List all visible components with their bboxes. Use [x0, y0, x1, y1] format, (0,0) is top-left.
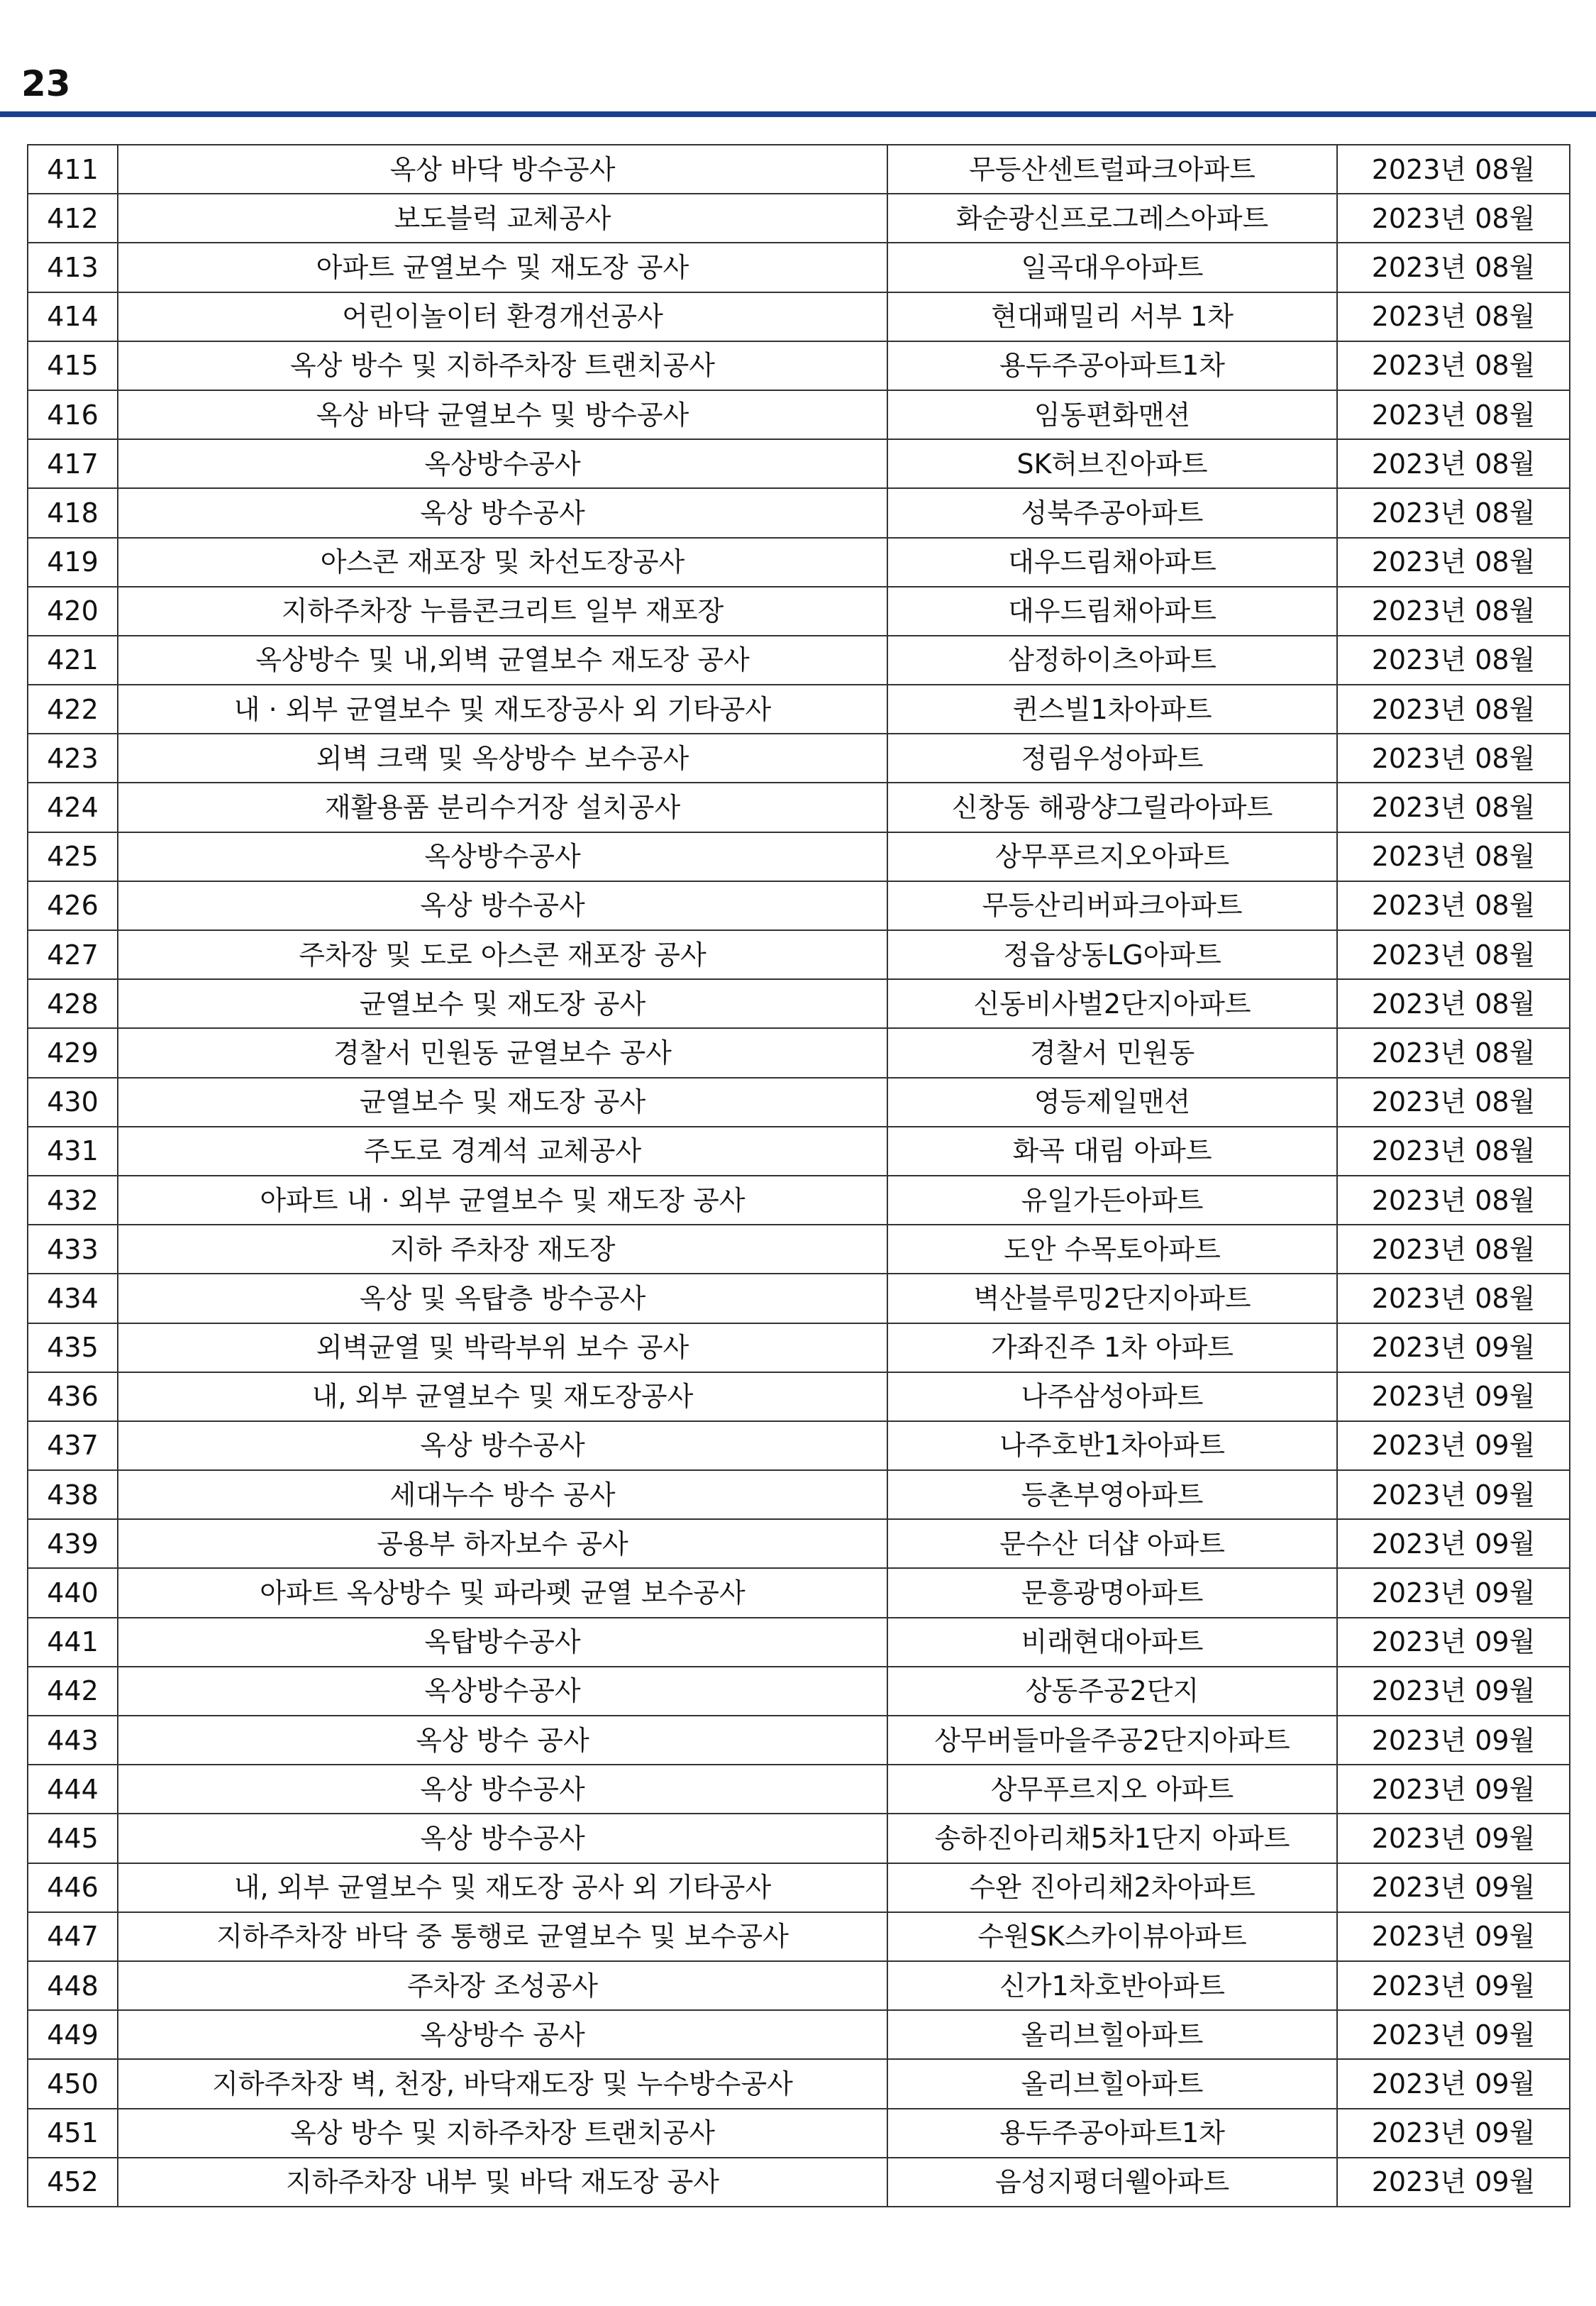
cell-work-title: 옥상 방수공사 — [118, 881, 887, 930]
cell-work-title: 옥상방수 및 내,외벽 균열보수 재도장 공사 — [118, 636, 887, 685]
cell-site-name: 수원SK스카이뷰아파트 — [887, 1912, 1337, 1961]
table-row — [28, 292, 1570, 341]
cell-number: 411 — [28, 145, 118, 194]
cell-site-name: 무등산센트럴파크아파트 — [887, 145, 1337, 194]
table-row — [28, 1814, 1570, 1863]
cell-number: 439 — [28, 1519, 118, 1568]
table-row — [28, 1961, 1570, 2010]
cell-work-title: 외벽 크랙 및 옥상방수 보수공사 — [118, 734, 887, 783]
table-row — [28, 783, 1570, 832]
table-row — [28, 488, 1570, 537]
table-row — [28, 1568, 1570, 1617]
cell-work-title: 균열보수 및 재도장 공사 — [118, 979, 887, 1028]
cell-work-title: 보도블럭 교체공사 — [118, 194, 887, 243]
table-row — [28, 538, 1570, 587]
table-row — [28, 1176, 1570, 1225]
cell-number: 427 — [28, 930, 118, 979]
cell-work-title: 옥상방수공사 — [118, 832, 887, 881]
cell-date: 2023년 09월 — [1337, 1716, 1570, 1765]
cell-number: 421 — [28, 636, 118, 685]
cell-work-title: 옥상 방수 및 지하주차장 트랜치공사 — [118, 341, 887, 390]
cell-site-name: 삼정하이츠아파트 — [887, 636, 1337, 685]
cell-date: 2023년 09월 — [1337, 1667, 1570, 1716]
cell-number: 448 — [28, 1961, 118, 2010]
table-row — [28, 1127, 1570, 1176]
cell-site-name: 신동비사벌2단지아파트 — [887, 979, 1337, 1028]
cell-work-title: 옥상 방수공사 — [118, 1814, 887, 1863]
cell-site-name: 올리브힐아파트 — [887, 2010, 1337, 2059]
cell-number: 423 — [28, 734, 118, 783]
records-table — [27, 144, 1570, 2207]
cell-site-name: 상동주공2단지 — [887, 1667, 1337, 1716]
cell-number: 444 — [28, 1765, 118, 1814]
cell-date: 2023년 09월 — [1337, 1323, 1570, 1372]
cell-date: 2023년 08월 — [1337, 1028, 1570, 1077]
cell-site-name: 화곡 대림 아파트 — [887, 1127, 1337, 1176]
cell-date: 2023년 09월 — [1337, 1519, 1570, 1568]
cell-date: 2023년 08월 — [1337, 832, 1570, 881]
cell-work-title: 공용부 하자보수 공사 — [118, 1519, 887, 1568]
table-row — [28, 341, 1570, 390]
cell-date: 2023년 08월 — [1337, 1078, 1570, 1127]
cell-number: 429 — [28, 1028, 118, 1077]
table-row — [28, 1863, 1570, 1912]
cell-work-title: 아파트 옥상방수 및 파라펫 균열 보수공사 — [118, 1568, 887, 1617]
cell-date: 2023년 08월 — [1337, 292, 1570, 341]
cell-work-title: 옥상방수 공사 — [118, 2010, 887, 2059]
table-row — [28, 636, 1570, 685]
table-row — [28, 2109, 1570, 2158]
cell-work-title: 주차장 및 도로 아스콘 재포장 공사 — [118, 930, 887, 979]
cell-work-title: 옥상 바닥 균열보수 및 방수공사 — [118, 390, 887, 439]
cell-work-title: 세대누수 방수 공사 — [118, 1470, 887, 1519]
table-row — [28, 2158, 1570, 2207]
cell-site-name: 화순광신프로그레스아파트 — [887, 194, 1337, 243]
table-row — [28, 930, 1570, 979]
table-row — [28, 439, 1570, 488]
cell-date: 2023년 08월 — [1337, 145, 1570, 194]
cell-date: 2023년 08월 — [1337, 1225, 1570, 1274]
cell-site-name: 수완 진아리채2차아파트 — [887, 1863, 1337, 1912]
table-row — [28, 587, 1570, 636]
table-row — [28, 145, 1570, 194]
table-row — [28, 979, 1570, 1028]
cell-date: 2023년 09월 — [1337, 2109, 1570, 2158]
cell-site-name: 대우드림채아파트 — [887, 587, 1337, 636]
cell-site-name: 유일가든아파트 — [887, 1176, 1337, 1225]
cell-date: 2023년 09월 — [1337, 2010, 1570, 2059]
cell-site-name: 신가1차호반아파트 — [887, 1961, 1337, 2010]
table-row — [28, 194, 1570, 243]
cell-number: 413 — [28, 243, 118, 292]
cell-date: 2023년 08월 — [1337, 979, 1570, 1028]
cell-work-title: 옥상 방수 공사 — [118, 1716, 887, 1765]
cell-number: 424 — [28, 783, 118, 832]
cell-date: 2023년 08월 — [1337, 1274, 1570, 1323]
cell-number: 417 — [28, 439, 118, 488]
cell-number: 437 — [28, 1421, 118, 1470]
table-row — [28, 1323, 1570, 1372]
cell-number: 425 — [28, 832, 118, 881]
cell-site-name: 일곡대우아파트 — [887, 243, 1337, 292]
table-body — [28, 145, 1570, 2207]
cell-number: 433 — [28, 1225, 118, 1274]
cell-date: 2023년 08월 — [1337, 1127, 1570, 1176]
cell-number: 415 — [28, 341, 118, 390]
cell-work-title: 지하주차장 벽, 천장, 바닥재도장 및 누수방수공사 — [118, 2059, 887, 2108]
cell-date: 2023년 09월 — [1337, 1421, 1570, 1470]
cell-number: 428 — [28, 979, 118, 1028]
table-row — [28, 685, 1570, 734]
table-row — [28, 832, 1570, 881]
cell-work-title: 지하주차장 내부 및 바닥 재도장 공사 — [118, 2158, 887, 2207]
cell-number: 440 — [28, 1568, 118, 1617]
cell-date: 2023년 08월 — [1337, 783, 1570, 832]
cell-date: 2023년 08월 — [1337, 1176, 1570, 1225]
table-row — [28, 1912, 1570, 1961]
table-row — [28, 1274, 1570, 1323]
cell-site-name: 정읍상동LG아파트 — [887, 930, 1337, 979]
cell-site-name: 용두주공아파트1차 — [887, 2109, 1337, 2158]
cell-date: 2023년 08월 — [1337, 636, 1570, 685]
cell-work-title: 옥상 방수공사 — [118, 1765, 887, 1814]
cell-number: 438 — [28, 1470, 118, 1519]
cell-work-title: 옥탑방수공사 — [118, 1618, 887, 1667]
cell-work-title: 내, 외부 균열보수 및 재도장 공사 외 기타공사 — [118, 1863, 887, 1912]
cell-site-name: 가좌진주 1차 아파트 — [887, 1323, 1337, 1372]
cell-site-name: 신창동 해광샹그릴라아파트 — [887, 783, 1337, 832]
cell-number: 451 — [28, 2109, 118, 2158]
cell-work-title: 어린이놀이터 환경개선공사 — [118, 292, 887, 341]
table-row — [28, 2059, 1570, 2108]
cell-date: 2023년 08월 — [1337, 488, 1570, 537]
cell-work-title: 균열보수 및 재도장 공사 — [118, 1078, 887, 1127]
cell-number: 447 — [28, 1912, 118, 1961]
table-row — [28, 390, 1570, 439]
cell-work-title: 재활용품 분리수거장 설치공사 — [118, 783, 887, 832]
cell-number: 434 — [28, 1274, 118, 1323]
cell-number: 416 — [28, 390, 118, 439]
cell-date: 2023년 09월 — [1337, 1765, 1570, 1814]
cell-number: 430 — [28, 1078, 118, 1127]
table-row — [28, 1421, 1570, 1470]
header-rule — [0, 111, 1596, 117]
cell-work-title: 옥상 방수 및 지하주차장 트랜치공사 — [118, 2109, 887, 2158]
table-row — [28, 1519, 1570, 1568]
cell-number: 435 — [28, 1323, 118, 1372]
cell-date: 2023년 09월 — [1337, 2158, 1570, 2207]
cell-number: 431 — [28, 1127, 118, 1176]
cell-work-title: 옥상방수공사 — [118, 1667, 887, 1716]
cell-site-name: 나주삼성아파트 — [887, 1372, 1337, 1421]
cell-work-title: 외벽균열 및 박락부위 보수 공사 — [118, 1323, 887, 1372]
cell-date: 2023년 08월 — [1337, 439, 1570, 488]
cell-site-name: 문흥광명아파트 — [887, 1568, 1337, 1617]
cell-date: 2023년 09월 — [1337, 1961, 1570, 2010]
cell-date: 2023년 08월 — [1337, 194, 1570, 243]
table-row — [28, 1372, 1570, 1421]
table-row — [28, 1470, 1570, 1519]
cell-work-title: 옥상 및 옥탑층 방수공사 — [118, 1274, 887, 1323]
table-row — [28, 1225, 1570, 1274]
page-number: 23 — [21, 63, 71, 104]
cell-date: 2023년 09월 — [1337, 1470, 1570, 1519]
table-row — [28, 1667, 1570, 1716]
cell-work-title: 지하주차장 누름콘크리트 일부 재포장 — [118, 587, 887, 636]
cell-work-title: 아스콘 재포장 및 차선도장공사 — [118, 538, 887, 587]
cell-number: 441 — [28, 1618, 118, 1667]
cell-date: 2023년 08월 — [1337, 881, 1570, 930]
cell-number: 445 — [28, 1814, 118, 1863]
cell-work-title: 지하주차장 바닥 중 통행로 균열보수 및 보수공사 — [118, 1912, 887, 1961]
table-row — [28, 1716, 1570, 1765]
table-row — [28, 1765, 1570, 1814]
cell-number: 443 — [28, 1716, 118, 1765]
cell-date: 2023년 09월 — [1337, 1618, 1570, 1667]
cell-number: 426 — [28, 881, 118, 930]
cell-work-title: 경찰서 민원동 균열보수 공사 — [118, 1028, 887, 1077]
cell-site-name: 비래현대아파트 — [887, 1618, 1337, 1667]
cell-site-name: 용두주공아파트1차 — [887, 341, 1337, 390]
cell-date: 2023년 08월 — [1337, 734, 1570, 783]
cell-number: 418 — [28, 488, 118, 537]
cell-number: 414 — [28, 292, 118, 341]
cell-site-name: 경찰서 민원동 — [887, 1028, 1337, 1077]
cell-number: 420 — [28, 587, 118, 636]
cell-site-name: 현대패밀리 서부 1차 — [887, 292, 1337, 341]
cell-date: 2023년 09월 — [1337, 2059, 1570, 2108]
cell-number: 432 — [28, 1176, 118, 1225]
cell-date: 2023년 08월 — [1337, 390, 1570, 439]
cell-number: 452 — [28, 2158, 118, 2207]
cell-site-name: 송하진아리채5차1단지 아파트 — [887, 1814, 1337, 1863]
cell-site-name: 임동편화맨션 — [887, 390, 1337, 439]
cell-site-name: 영등제일맨션 — [887, 1078, 1337, 1127]
table-row — [28, 881, 1570, 930]
table-row — [28, 2010, 1570, 2059]
cell-date: 2023년 09월 — [1337, 1372, 1570, 1421]
cell-number: 436 — [28, 1372, 118, 1421]
cell-site-name: 도안 수목토아파트 — [887, 1225, 1337, 1274]
cell-work-title: 주도로 경계석 교체공사 — [118, 1127, 887, 1176]
cell-date: 2023년 08월 — [1337, 930, 1570, 979]
cell-site-name: 음성지평더웰아파트 — [887, 2158, 1337, 2207]
table-row — [28, 1078, 1570, 1127]
cell-work-title: 옥상 방수공사 — [118, 488, 887, 537]
cell-date: 2023년 08월 — [1337, 538, 1570, 587]
cell-number: 450 — [28, 2059, 118, 2108]
cell-number: 442 — [28, 1667, 118, 1716]
cell-site-name: 상무푸르지오아파트 — [887, 832, 1337, 881]
table-row — [28, 243, 1570, 292]
cell-date: 2023년 09월 — [1337, 1863, 1570, 1912]
cell-date: 2023년 09월 — [1337, 1568, 1570, 1617]
table-row — [28, 734, 1570, 783]
cell-number: 422 — [28, 685, 118, 734]
cell-date: 2023년 08월 — [1337, 587, 1570, 636]
cell-work-title: 주차장 조성공사 — [118, 1961, 887, 2010]
cell-site-name: 대우드림채아파트 — [887, 538, 1337, 587]
cell-site-name: 정림우성아파트 — [887, 734, 1337, 783]
cell-site-name: 벽산블루밍2단지아파트 — [887, 1274, 1337, 1323]
cell-number: 449 — [28, 2010, 118, 2059]
cell-site-name: 등촌부영아파트 — [887, 1470, 1337, 1519]
cell-site-name: 성북주공아파트 — [887, 488, 1337, 537]
cell-work-title: 내, 외부 균열보수 및 재도장공사 — [118, 1372, 887, 1421]
cell-work-title: 옥상 바닥 방수공사 — [118, 145, 887, 194]
cell-date: 2023년 08월 — [1337, 243, 1570, 292]
cell-date: 2023년 09월 — [1337, 1912, 1570, 1961]
cell-number: 446 — [28, 1863, 118, 1912]
cell-site-name: 상무버들마을주공2단지아파트 — [887, 1716, 1337, 1765]
cell-date: 2023년 08월 — [1337, 341, 1570, 390]
cell-date: 2023년 09월 — [1337, 1814, 1570, 1863]
cell-number: 412 — [28, 194, 118, 243]
table-row — [28, 1028, 1570, 1077]
table-row — [28, 1618, 1570, 1667]
cell-site-name: 무등산리버파크아파트 — [887, 881, 1337, 930]
cell-date: 2023년 08월 — [1337, 685, 1570, 734]
cell-site-name: 문수산 더샵 아파트 — [887, 1519, 1337, 1568]
cell-number: 419 — [28, 538, 118, 587]
cell-work-title: 아파트 내 · 외부 균열보수 및 재도장 공사 — [118, 1176, 887, 1225]
cell-site-name: SK허브진아파트 — [887, 439, 1337, 488]
cell-work-title: 내 · 외부 균열보수 및 재도장공사 외 기타공사 — [118, 685, 887, 734]
cell-site-name: 올리브힐아파트 — [887, 2059, 1337, 2108]
cell-work-title: 아파트 균열보수 및 재도장 공사 — [118, 243, 887, 292]
cell-work-title: 옥상방수공사 — [118, 439, 887, 488]
cell-site-name: 나주호반1차아파트 — [887, 1421, 1337, 1470]
cell-site-name: 상무푸르지오 아파트 — [887, 1765, 1337, 1814]
cell-work-title: 옥상 방수공사 — [118, 1421, 887, 1470]
cell-work-title: 지하 주차장 재도장 — [118, 1225, 887, 1274]
cell-site-name: 퀸스빌1차아파트 — [887, 685, 1337, 734]
